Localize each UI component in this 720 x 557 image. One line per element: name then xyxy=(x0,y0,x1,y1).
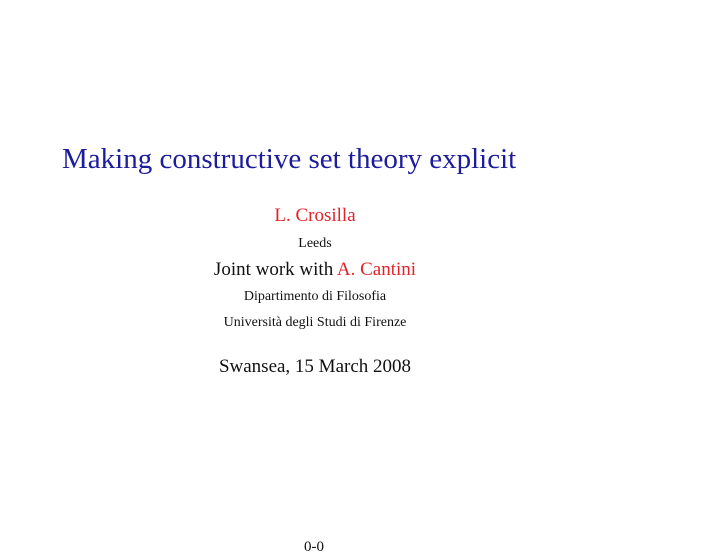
venue-date: Swansea, 15 March 2008 xyxy=(218,356,412,377)
slide-title: Making constructive set theory explicit xyxy=(62,143,517,175)
coauthor-department: Dipartimento di Filosofia xyxy=(243,289,387,304)
author-affiliation: Leeds xyxy=(298,236,332,251)
page-number: 0-0 xyxy=(304,539,324,555)
joint-work-line xyxy=(130,257,500,283)
joint-work-prefix: Joint work with xyxy=(213,259,337,280)
coauthor-university: Università degli Studi di Firenze xyxy=(223,315,407,330)
coauthor-name: A. Cantini xyxy=(336,259,417,280)
author-name: L. Crosilla xyxy=(274,205,356,226)
